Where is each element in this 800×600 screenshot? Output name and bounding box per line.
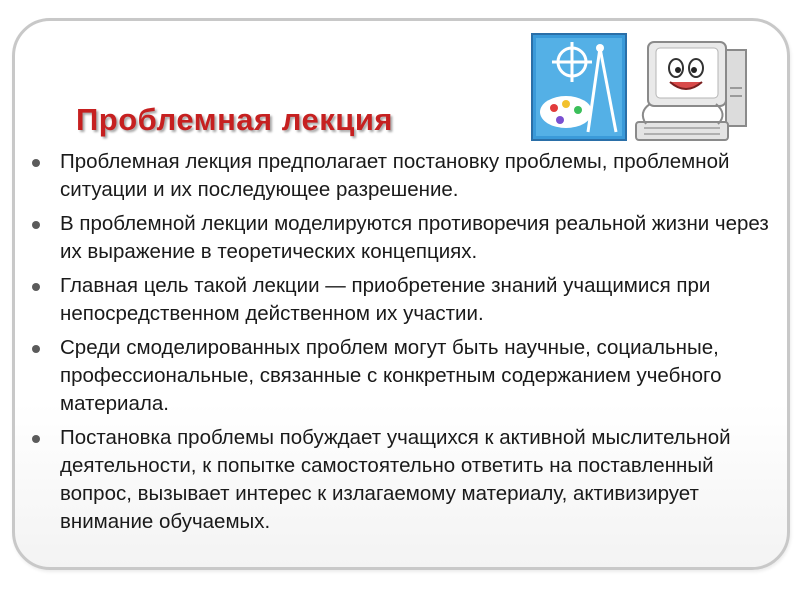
bullet-dot-icon <box>32 345 40 353</box>
clipart <box>530 28 752 148</box>
design-tools-icon <box>532 34 626 140</box>
bullet-dot-icon <box>32 159 40 167</box>
bullet-text: Постановка проблемы побуждает учащихся к активной мыслительной деятельности, к попытке самостоятельно ответить на поставленный вопрос, вызывает интерес к излагаемому материалу, активизирует внимание обучаемых. <box>60 426 731 533</box>
bullet-item <box>30 210 770 266</box>
bullet-text: Главная цель такой лекции — приобретение знаний учащимися при непосредственном действенном их участии. <box>60 274 711 325</box>
computer-mascot-icon <box>636 42 746 140</box>
bullet-dot-icon <box>32 283 40 291</box>
bullet-item <box>30 148 770 204</box>
slide-title: Проблемная лекция <box>76 102 393 137</box>
bullet-dot-icon <box>32 435 40 443</box>
bullet-text: Проблемная лекция предполагает постановку проблемы, проблемной ситуации и их последующее разрешение. <box>60 150 730 201</box>
bullet-item <box>30 334 770 418</box>
bullet-item <box>30 272 770 328</box>
bullet-list <box>30 148 770 542</box>
bullet-text: В проблемной лекции моделируются противоречия реальной жизни через их выражение в теоретических концепциях. <box>60 212 769 263</box>
bullet-text: Среди смоделированных проблем могут быть научные, социальные, профессиональные, связанные с конкретным содержанием учебного материала. <box>60 336 722 415</box>
bullet-item <box>30 424 770 536</box>
bullet-dot-icon <box>32 221 40 229</box>
